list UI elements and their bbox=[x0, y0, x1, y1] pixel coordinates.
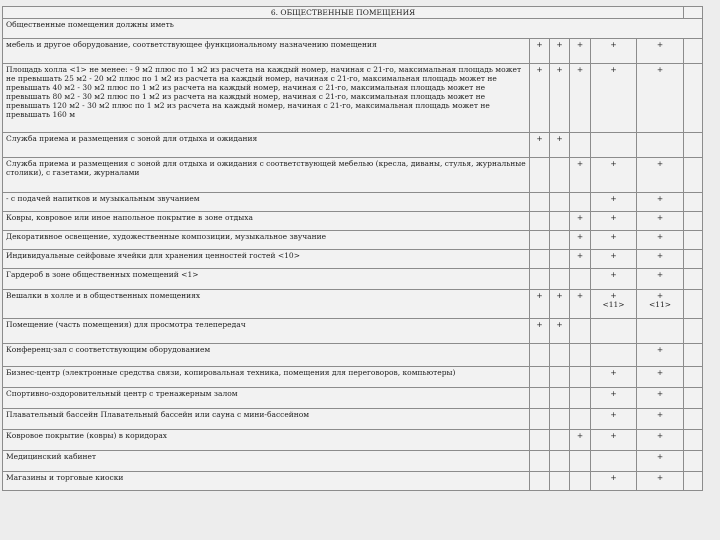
category-mark-2: + bbox=[550, 290, 570, 319]
table-row bbox=[3, 133, 703, 158]
spacer-cell bbox=[684, 409, 703, 430]
spacer-cell bbox=[684, 319, 703, 344]
category-mark-2 bbox=[550, 158, 570, 193]
spacer-cell bbox=[684, 158, 703, 193]
category-mark-2 bbox=[550, 388, 570, 409]
table-row bbox=[3, 64, 703, 133]
category-mark-3 bbox=[570, 193, 591, 212]
category-mark-1 bbox=[530, 451, 550, 472]
category-mark-5: + bbox=[637, 250, 684, 269]
category-mark-5: + bbox=[637, 367, 684, 388]
table-row bbox=[3, 319, 703, 344]
spacer-cell bbox=[684, 193, 703, 212]
category-mark-5: + bbox=[637, 212, 684, 231]
category-mark-1 bbox=[530, 367, 550, 388]
category-mark-3 bbox=[570, 388, 591, 409]
category-mark-2: + bbox=[550, 319, 570, 344]
row-requirement-text: Медицинский кабинет bbox=[3, 451, 530, 472]
category-mark-4 bbox=[591, 451, 637, 472]
row-requirement-text: Ковры, ковровое или иное напольное покрытие в зоне отдыха bbox=[3, 212, 530, 231]
category-mark-2 bbox=[550, 250, 570, 269]
table-row bbox=[3, 472, 703, 491]
category-mark-2 bbox=[550, 231, 570, 250]
category-mark-1 bbox=[530, 430, 550, 451]
category-mark-4: + bbox=[591, 212, 637, 231]
table-row bbox=[3, 409, 703, 430]
title-row bbox=[3, 7, 703, 19]
category-mark-1: + bbox=[530, 64, 550, 133]
category-mark-2 bbox=[550, 367, 570, 388]
intro-text: Общественные помещения должны иметь bbox=[3, 19, 703, 39]
row-requirement-text: Бизнес-центр (электронные средства связи, копировальная техника, помещения для переговоров, компьютеры) bbox=[3, 367, 530, 388]
table-row bbox=[3, 193, 703, 212]
category-mark-3 bbox=[570, 409, 591, 430]
category-mark-3: + bbox=[570, 212, 591, 231]
category-mark-5: + bbox=[637, 344, 684, 367]
table-row bbox=[3, 39, 703, 64]
spacer-cell bbox=[684, 367, 703, 388]
category-mark-1: + bbox=[530, 290, 550, 319]
category-mark-3 bbox=[570, 367, 591, 388]
category-mark-1 bbox=[530, 212, 550, 231]
category-mark-2 bbox=[550, 193, 570, 212]
category-mark-3: + bbox=[570, 250, 591, 269]
row-requirement-text: Индивидуальные сейфовые ячейки для хранения ценностей гостей <10> bbox=[3, 250, 530, 269]
category-mark-3 bbox=[570, 269, 591, 290]
spacer-cell bbox=[684, 231, 703, 250]
category-mark-2 bbox=[550, 269, 570, 290]
row-requirement-text: Плавательный бассейн Плавательный бассейн или сауна с мини-бассейном bbox=[3, 409, 530, 430]
category-mark-4 bbox=[591, 319, 637, 344]
category-mark-3: + bbox=[570, 39, 591, 64]
category-mark-4: + bbox=[591, 158, 637, 193]
table-row bbox=[3, 269, 703, 290]
spacer-cell bbox=[684, 430, 703, 451]
category-mark-4 bbox=[591, 133, 637, 158]
category-mark-1: + bbox=[530, 319, 550, 344]
category-mark-3: + bbox=[570, 64, 591, 133]
category-mark-1 bbox=[530, 472, 550, 491]
category-mark-2: + bbox=[550, 39, 570, 64]
spacer-cell bbox=[684, 344, 703, 367]
category-mark-5 bbox=[637, 133, 684, 158]
row-requirement-text: Спортивно-оздоровительный центр с тренажерным залом bbox=[3, 388, 530, 409]
category-mark-3 bbox=[570, 133, 591, 158]
category-mark-4: + bbox=[591, 430, 637, 451]
category-mark-1 bbox=[530, 158, 550, 193]
spacer-cell bbox=[684, 250, 703, 269]
row-requirement-text: мебель и другое оборудование, соответствующее функциональному назначению помещения bbox=[3, 39, 530, 64]
table-row bbox=[3, 451, 703, 472]
table-row bbox=[3, 367, 703, 388]
row-requirement-text: Декоративное освещение, художественные композиции, музыкальное звучание bbox=[3, 231, 530, 250]
category-mark-2 bbox=[550, 212, 570, 231]
row-requirement-text: Гардероб в зоне общественных помещений <1> bbox=[3, 269, 530, 290]
category-mark-2 bbox=[550, 409, 570, 430]
spacer-cell bbox=[684, 451, 703, 472]
category-mark-5: + bbox=[637, 231, 684, 250]
category-mark-2 bbox=[550, 344, 570, 367]
category-mark-5: + bbox=[637, 269, 684, 290]
row-requirement-text: Магазины и торговые киоски bbox=[3, 472, 530, 491]
category-mark-3 bbox=[570, 472, 591, 491]
category-mark-3: + bbox=[570, 430, 591, 451]
category-mark-2: + bbox=[550, 64, 570, 133]
category-mark-4: + <11> bbox=[591, 290, 637, 319]
category-mark-5: + bbox=[637, 472, 684, 491]
category-mark-4: + bbox=[591, 388, 637, 409]
intro-row bbox=[3, 19, 703, 39]
table-row bbox=[3, 430, 703, 451]
row-requirement-text: Служба приема и размещения с зоной для отдыха и ожидания bbox=[3, 133, 530, 158]
category-mark-1 bbox=[530, 344, 550, 367]
table-row bbox=[3, 344, 703, 367]
section-title: 6. ОБЩЕСТВЕННЫЕ ПОМЕЩЕНИЯ bbox=[3, 7, 684, 19]
table-row bbox=[3, 212, 703, 231]
category-mark-5: + bbox=[637, 451, 684, 472]
category-mark-3 bbox=[570, 344, 591, 367]
spacer-cell bbox=[684, 64, 703, 133]
category-mark-5: + bbox=[637, 158, 684, 193]
category-mark-3 bbox=[570, 319, 591, 344]
spacer-cell bbox=[684, 39, 703, 64]
category-mark-5: + bbox=[637, 409, 684, 430]
row-requirement-text: - с подачей напитков и музыкальным звучанием bbox=[3, 193, 530, 212]
category-mark-5: + bbox=[637, 39, 684, 64]
table-row bbox=[3, 290, 703, 319]
category-mark-1 bbox=[530, 231, 550, 250]
table-row bbox=[3, 158, 703, 193]
row-requirement-text: Вешалки в холле и в общественных помещениях bbox=[3, 290, 530, 319]
row-requirement-text: Ковровое покрытие (ковры) в коридорах bbox=[3, 430, 530, 451]
spacer-cell bbox=[684, 388, 703, 409]
category-mark-2 bbox=[550, 472, 570, 491]
table-row bbox=[3, 231, 703, 250]
category-mark-5: + <11> bbox=[637, 290, 684, 319]
category-mark-4: + bbox=[591, 367, 637, 388]
spacer-cell bbox=[684, 269, 703, 290]
spacer-cell bbox=[684, 290, 703, 319]
category-mark-5: + bbox=[637, 193, 684, 212]
spacer-cell bbox=[684, 133, 703, 158]
row-requirement-text: Конференц-зал с соответствующим оборудованием bbox=[3, 344, 530, 367]
title-spacer-cell bbox=[684, 7, 703, 19]
category-mark-4: + bbox=[591, 269, 637, 290]
category-mark-5: + bbox=[637, 388, 684, 409]
category-mark-4: + bbox=[591, 231, 637, 250]
category-mark-4: + bbox=[591, 64, 637, 133]
category-mark-2: + bbox=[550, 133, 570, 158]
category-mark-2 bbox=[550, 430, 570, 451]
row-requirement-text: Площадь холла <1> не менее: - 9 м2 плюс по 1 м2 из расчета на каждый номер, начиная с 21-го, максимальная площадь может не превышать 25 м2 - 20 м2 плюс по 1 м2 из расчета на каждый номер, начиная с 21-го, максимальная площадь может не превышать 40 м2 - 30 м2 плюс по 1 м2 из расчета на каждый номер, начиная с 21-го, максимальная площадь может не превышать 80 м2 - 30 м2 плюс по 1 м2 из расчета на каждый номер, начиная с 21-го, максимальная площадь может не превышать 120 м2 - 30 м2 плюс по 1 м2 из расчета на каждый номер, начиная с 21-го, максимальная площадь может не превышать 160 м bbox=[3, 64, 530, 133]
category-mark-1 bbox=[530, 388, 550, 409]
category-mark-4: + bbox=[591, 193, 637, 212]
category-mark-4 bbox=[591, 344, 637, 367]
category-mark-3: + bbox=[570, 158, 591, 193]
category-mark-1 bbox=[530, 269, 550, 290]
spacer-cell bbox=[684, 472, 703, 491]
category-mark-5 bbox=[637, 319, 684, 344]
spacer-cell bbox=[684, 212, 703, 231]
category-mark-1: + bbox=[530, 133, 550, 158]
row-requirement-text: Служба приема и размещения с зоной для отдыха и ожидания с соответствующей мебелью (кресла, диваны, стулья, журнальные столики), с газетами, журналами bbox=[3, 158, 530, 193]
category-mark-5: + bbox=[637, 430, 684, 451]
category-mark-3 bbox=[570, 451, 591, 472]
category-mark-4: + bbox=[591, 472, 637, 491]
category-mark-5: + bbox=[637, 64, 684, 133]
category-mark-1 bbox=[530, 409, 550, 430]
category-mark-3: + bbox=[570, 231, 591, 250]
category-mark-1 bbox=[530, 193, 550, 212]
category-mark-3: + bbox=[570, 290, 591, 319]
category-mark-2 bbox=[550, 451, 570, 472]
public-premises-table bbox=[2, 6, 703, 491]
category-mark-1 bbox=[530, 250, 550, 269]
table-row bbox=[3, 250, 703, 269]
table-row bbox=[3, 388, 703, 409]
category-mark-1: + bbox=[530, 39, 550, 64]
category-mark-4: + bbox=[591, 39, 637, 64]
row-requirement-text: Помещение (часть помещения) для просмотра телепередач bbox=[3, 319, 530, 344]
category-mark-4: + bbox=[591, 409, 637, 430]
category-mark-4: + bbox=[591, 250, 637, 269]
